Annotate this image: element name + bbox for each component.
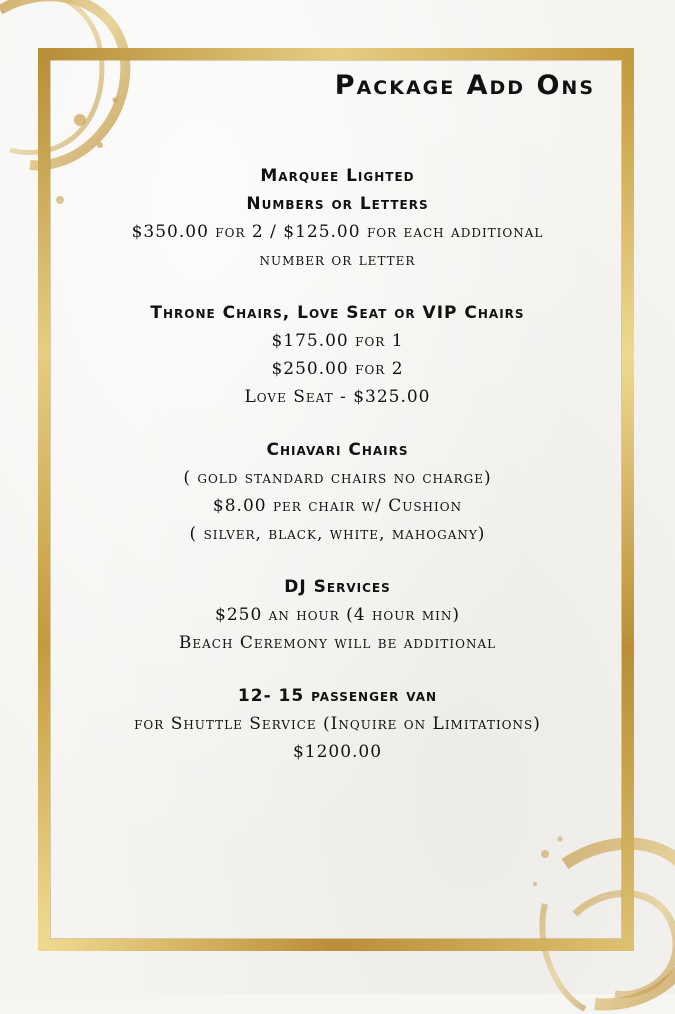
section-line: $250 an hour (4 hour min): [215, 605, 460, 625]
section-line: Love Seat - $325.00: [244, 387, 431, 407]
section-throne-chairs: [60, 299, 615, 411]
section-line: $350.00 for 2 / $125.00 for each additional: [131, 222, 544, 242]
section-line: $250.00 for 2: [271, 359, 404, 379]
section-passenger-van: [60, 682, 615, 766]
section-line: for Shuttle Service (Inquire on Limitations): [134, 714, 541, 734]
section-heading: Chiavari Chairs: [266, 440, 409, 460]
section-heading: Throne Chairs, Love Seat or VIP Chairs: [150, 303, 525, 323]
section-line: Beach Ceremony will be additional: [178, 633, 497, 653]
section-line: ( silver, black, white, mahogany): [189, 524, 486, 544]
section-heading: DJ Services: [284, 577, 391, 597]
section-line: $175.00 for 1: [271, 331, 404, 351]
section-chiavari-chairs: [60, 436, 615, 548]
page-title: Package Add Ons: [334, 70, 595, 101]
section-heading: 12- 15 passenger van: [237, 686, 438, 706]
section-line: $1200.00: [292, 742, 383, 762]
section-dj-services: [60, 573, 615, 657]
section-heading: Numbers or Letters: [246, 194, 429, 214]
section-heading: Marquee Lighted: [260, 166, 415, 186]
add-ons-list: [60, 162, 615, 791]
section-line: $8.00 per chair w/ Cushion: [212, 496, 463, 516]
section-marquee-lighted: [60, 162, 615, 274]
section-line: ( gold standard chairs no charge): [183, 468, 492, 488]
section-line: number or letter: [259, 250, 416, 270]
